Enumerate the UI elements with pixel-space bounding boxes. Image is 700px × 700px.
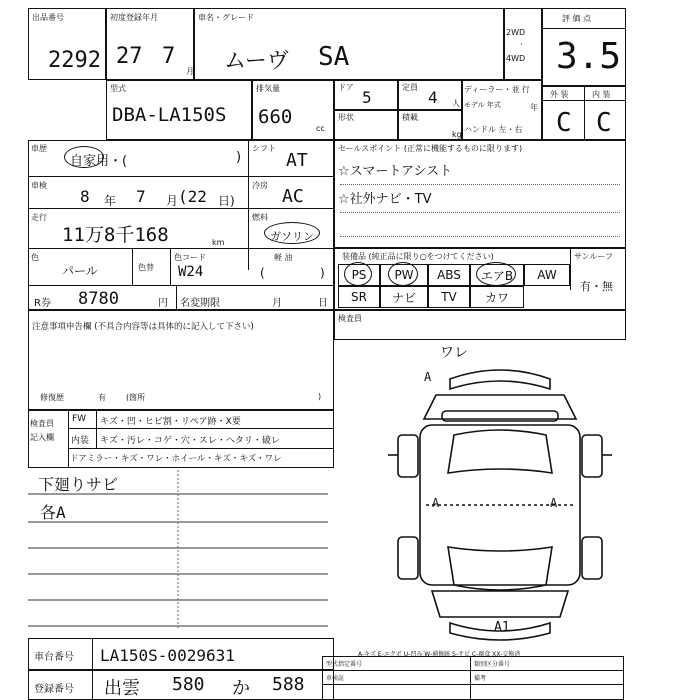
equip-sr: SR [338,286,380,308]
diagram-mark-right: A [550,496,558,510]
type-value: DBA-LA150S [112,104,227,126]
lot-number-value: 2292 [48,48,101,73]
inspect-row3-text: ドアミラー・キズ・ワレ・ホイール・キズ・キズ・ワレ [70,454,282,464]
inspector-label-2: 記入欄 [30,433,54,442]
registration-kana: か [232,678,250,699]
inspect-row2-head: 内装 [71,436,90,446]
sales-point-1: ☆スマートアシスト [338,164,453,179]
inspection-year: 8 [80,187,90,206]
exterior-label: 外 装 [550,90,569,99]
equip-airbag: エアB [470,264,524,286]
yen-unit: 円 [158,298,168,309]
sales-point-2: ☆社外ナビ・TV [338,192,432,207]
load-label: 積載 [402,113,418,122]
drive-cell [504,8,542,80]
recycle-value: 8780 [78,289,119,309]
equip-pw: PW [380,264,428,286]
load-unit: kg [452,130,462,139]
sunroof-value: 有・無 [580,280,613,293]
displacement-unit: cc [316,124,325,133]
usage-label: 車歴 [31,144,47,153]
sales-points-label: セールスポイント (正常に機能するものに限ります) [338,144,523,153]
repair-close: ) [318,392,322,401]
shift-value: AT [286,150,308,171]
vehicle-cert-label: 車検証 [326,675,345,682]
equipment-label: 装備品 (純正品に限り○をつけてください) [342,252,494,261]
shift-label: シフト [252,144,276,153]
door-value: 5 [362,88,372,107]
equip-navi: ナビ [380,286,428,308]
capacity-value: 4 [428,88,438,107]
ps-circle [344,262,372,286]
car-diagram [380,355,620,645]
first-reg-month: 7 [162,44,176,69]
usage-close: ) [236,150,242,165]
sunroof-label: サンルーフ [574,252,613,261]
color-code-label: 色コード [174,253,206,262]
repair-paren: (箇所 [126,393,146,402]
drive-2wd: 2WD [506,28,526,37]
remarks-label: 備考 [474,675,487,682]
diagram-mark-left: A [432,496,440,510]
repair-yes: 有 [98,393,106,402]
bottom-right-table [322,656,624,700]
inspect-row1-text: キズ・凹・ヒビ割・リペア跡・X要 [100,417,241,427]
airbag-circle [476,262,516,286]
officer-area [334,310,626,340]
color-value: パール [62,264,98,278]
notes-label: 注意事項申告欄 (不具合内容等は具体的に記入して下さい) [32,322,254,332]
fuel-circle [264,222,320,244]
handle-label: ハンドル 左・右 [464,125,523,134]
chassis-value: LA150S-0029631 [100,646,235,665]
year-unit: 年 [530,103,538,112]
equip-aw: AW [524,264,570,286]
oil-label: 軽 油 [274,253,293,262]
pw-circle [388,262,418,286]
registration-place: 出雲 [104,678,140,699]
usage-value: 自家用・( [70,154,128,169]
capacity-unit: 人 [452,99,460,108]
officer-label: 検査員 [338,314,362,323]
diagram-mark-front: A [424,370,432,384]
usage-circle [64,146,104,168]
repair-label: 修復歴 [40,393,64,402]
first-reg-label: 初度登録年月 [110,13,158,22]
displacement-label: 排気量 [256,84,280,93]
car-name-value: ムーヴ [224,49,289,74]
door-label: ドア [338,83,354,92]
inspection-label: 車検 [31,181,47,190]
inspection-day: (22 [178,187,207,206]
score-value: 3.5 [556,36,622,77]
inspect-row2-text: キズ・汚レ・コゲ・穴・スレ・ヘタリ・破レ [100,436,280,446]
equip-abs: ABS [428,264,470,286]
inspection-month: 7 [136,187,146,206]
note-underbody-rust: 下廻りサビ [38,475,119,494]
color-change-label: 色替 [138,263,154,272]
ac-label: 冷房 [252,181,268,190]
car-name-label: 車名・グレード [198,13,254,22]
name-change-label: 名変期限 [180,298,220,309]
category-label: 類別区分番号 [474,661,511,668]
registration-number: 588 [272,674,305,695]
displacement-value: 660 [258,106,293,128]
first-reg-year: 27 [116,44,143,69]
name-change-day: 日 [318,298,328,309]
type-label: 型式 [110,84,126,93]
mileage-label: 走行 [31,213,47,222]
oil-paren-close: ) [320,266,325,280]
exterior-value: C [556,108,572,138]
mileage-value: 11万8千168 [62,224,169,246]
equip-tv: TV [428,286,470,308]
inspection-day-char: 日) [218,194,235,208]
shape-label: 形状 [338,113,354,122]
ruled-lines [28,470,328,630]
name-change-month: 月 [272,298,282,309]
color-code-value: W24 [178,264,204,280]
diagram-mark-rear: A1 [494,620,510,635]
drive-4wd: 4WD [506,54,526,63]
dealer-label: ディーラー・並 行 [464,85,530,94]
inspection-year-char: 年 [104,194,117,208]
oil-paren-open: ( [260,266,265,280]
color-label: 色 [31,253,39,262]
note-each-a: 各A [40,503,66,522]
ac-value: AC [282,186,304,207]
lot-number-label: 出品番号 [32,13,64,22]
inspect-row1-head: FW [72,414,87,424]
inspector-label-1: 検査員 [30,419,54,428]
capacity-label: 定員 [402,83,418,92]
registration-label: 登録番号 [34,684,74,695]
interior-label: 内 装 [592,90,611,99]
equip-ps: PS [338,264,380,286]
interior-value: C [596,108,612,138]
inspection-month-char: 月 [166,194,179,208]
registration-class: 580 [172,674,205,695]
fuel-label: 燃料 [252,213,268,222]
drive-dot: · [520,40,523,50]
chassis-label: 車台番号 [34,652,74,663]
km-unit: km [212,238,225,247]
model-year-label: モデル 年式 [464,101,501,109]
month-unit: 月 [186,67,194,76]
equip-leather: カワ [470,286,524,308]
score-label: 評 価 点 [562,14,592,23]
grade-value: SA [318,42,350,72]
model-designation-label: 型式指定番号 [326,661,363,668]
diagram-crack-note: ワレ [440,345,468,361]
damage-legend: A-キズ E-エクボ U-凹み W-補修跡 S-サビ C-腐食 XX-交換済 [358,651,521,658]
recycle-label: R券 [34,298,51,309]
fuel-value: ガソリン [270,230,314,243]
